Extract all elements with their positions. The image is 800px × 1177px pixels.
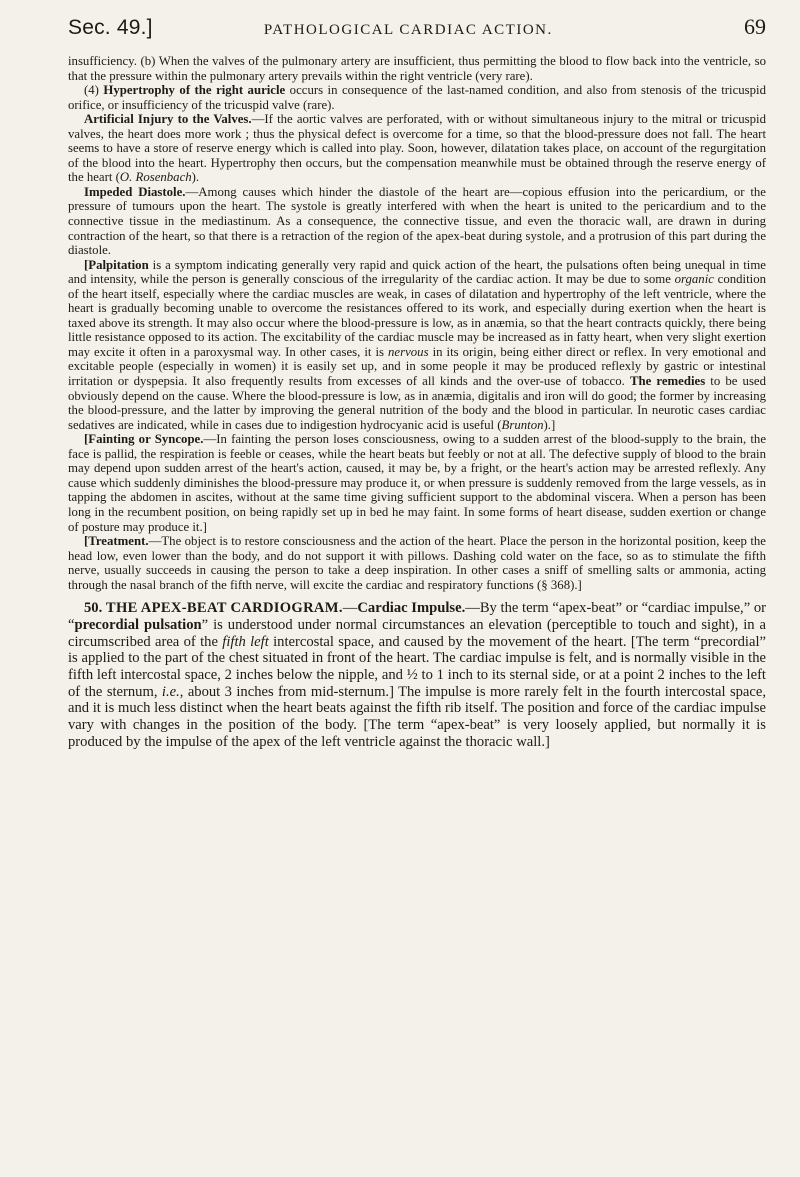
emphasis: fifth left [222,633,269,650]
running-title: PATHOLOGICAL CARDIAC ACTION. [263,22,553,38]
paragraph-treatment [68,534,766,592]
paragraph-heading: Hypertrophy of the right auricle [103,83,286,98]
paragraph-text: —In fainting the person loses consciousness, owing to a sudden arrest of the blood-supply to the brain, the face is pallid, the respiration is feeble or ceases, while the heart beats but feebly or not at all. The defective supply of blood to the brain may depend upon sudden arrest of the heart's action, caused, it may be, by a fright, or the heart's action may be arrested reflexly. Any cause which suddenly diminishes the blood-pressure may produce it, or when pressure is suddenly removed from the large vessels, as in tapping the abdomen in ascites, without at the same time giving sufficient support to the abdominal viscera. When a person has been long in the recumbent position, on being rapidly set up in bed he may faint. In some forms of heart disease, sudden exertion or change of posture may produce it.] [68,432,766,534]
paragraph-text: ).] [543,417,556,432]
paragraph-text: is a symptom indicating generally very rapid and quick action of the heart, the pulsations often being unequal in time and intensity, while the person is generally conscious of the irregularity of the cardiac action. It may be due to some [68,257,766,287]
paragraph-text: ). [191,170,200,185]
citation: Brunton [501,417,544,432]
citation: O. Rosenbach [119,170,192,185]
paragraph-heading: [Treatment. [84,534,149,549]
section-reference: Sec. 49.] [68,16,153,39]
paragraph-fainting [68,432,766,534]
paragraph-text: to be used obviously depend on the cause. Where the blood-pressure is low, as in anæmia, digitalis and iron will do good; the former by increasing the blood-pressure, and the latter by improving the general nutrition of the body and the blood in particular. In neurotic cases cardiac sedatives are indicated, while in cases due to indigestion hydrocyanic acid is useful ( [68,374,766,432]
paragraph-text: intercostal space, and caused by the movement of the heart. [The term “precordial” is applied to the part of the chest situated in front of the heart. The cardiac impulse is felt, and is normally visible in the fifth left intercostal space, 2 inches below the nipple, and ½ to 1 inch to its sternal side, or at a point 2 inches to the left of the sternum, [68,633,766,700]
paragraph-pulmonary-insufficiency [68,54,766,83]
paragraph-text: —The object is to restore consciousness and the action of the heart. Place the person in the horizontal position, keep the head low, even lower than the body, and do not support it with pillows. Dashing cold water on the face, so as to stimulate the fifth nerve, usually succeeds in causing the person to take a deep inspiration. In other cases a sniff of smelling salts or ammonia, acting through the nasal branch of the fifth nerve, will excite the cardiac and respiratory functions (§ 368).] [68,534,766,592]
paragraph-text: condition of the heart itself, especially where the cardiac muscles are weak, in cases of dilatation and hypertrophy of the left ventricle, where the heart is gradually becoming unable to overcome the resistances offered to its work, and especially during exertion when the heart is taxed above its strength. It may also occur where the blood-pressure is low, as in anæmia, so that the heart contracts quickly, there being little resistance opposed to its action. The excitability of the cardiac muscle may be increased as in fatty heart, when very slight exertion may excite it often in a paroxysmal way. In other cases, it is [68,272,766,359]
emphasis: organic [674,272,714,287]
paragraph-text: — [342,600,358,617]
paragraph-heading: [Fainting or Syncope. [84,432,204,447]
section-heading: THE APEX-BEAT CARDIOGRAM. [105,600,343,617]
inline-heading: The remedies [629,374,706,389]
paragraph-text: in its origin, being either direct or reflex. In very emotional and excitable people (especially in women) it is easily set up, and in some people it may be produced reflexly by gastric or intestinal irritation or dyspepsia. It also frequently results from excesses of all kinds and the over-use of tobacco. [68,344,766,389]
paragraph-text: occurs in consequence of the last-named condition, and also from stenosis of the tricuspid orifice, or insufficiency of the tricuspid valve (rare). [68,83,766,112]
paragraph-heading: Impeded Diastole. [84,184,186,199]
paragraph-heading: Cardiac Impulse. [357,600,466,617]
section-50-apex-beat [68,600,766,750]
paragraph-right-auricle [68,83,766,112]
paragraph-text: insufficiency. (b) When the valves of the pulmonary artery are insufficient, thus permitting the blood to flow back into the ventricle, so that the pressure within the pulmonary artery prevails within the right ventricle (very rare). [68,54,766,83]
inline-heading: precordial pulsation [74,616,202,633]
paragraph-heading: Artificial Injury to the Valves. [84,112,252,127]
section-number: 50. [84,600,103,617]
emphasis: i.e. [161,683,180,700]
body-text [68,54,766,751]
emphasis: nervous [388,344,429,359]
page-header [68,14,766,44]
paragraph-text: , about 3 inches from mid-sternum.] The impulse is more rarely felt in the fourth intercostal space, and it is much less distinct when the heart beats against the fifth rib itself. The position and force of the cardiac impulse vary with changes in the position of the body. [The term “apex-beat” is very loosely applied, but normally it is produced by the impulse of the apex of the left ventricle against the thoracic wall.] [68,683,766,750]
paragraph-text: —If the aortic valves are perforated, with or without simultaneous injury to the mitral or tricuspid valves, the heart does more work ; thus the physical defect is overcome for a time, so that the blood-pressure does not fall. The heart seems to have a store of reserve energy which is called into play. Soon, however, dilatation takes place, on account of the regurgitation of the blood into the heart. Hypertrophy then occurs, but the compensation meanwhile must be obtained through the reserve energy of the heart ( [68,112,766,185]
paragraph-palpitation [68,258,766,433]
page-number: 69 [743,14,766,39]
paragraph-text: —Among causes which hinder the diastole of the heart are—copious effusion into the pericardium, or the pressure of tumours upon the heart. The systole is greatly interfered with when the heart is united to the pericardium and to the connective tissue in the mediastinum. As a consequence, the connective tissue, and even the thoracic wall, are drawn in during contraction of the heart, so that there is a retraction of the region of the apex-beat during systole, and a protrusion of this part during the diastole. [68,184,766,258]
paragraph-impeded-diastole [68,185,766,258]
paragraph-text: —By the term “apex-beat” or “cardiac impulse,” or “ [68,600,766,633]
item-number: (4) [84,83,99,98]
paragraph-artificial-injury [68,112,766,185]
paragraph-heading: [Palpitation [84,257,149,272]
paragraph-text: ” is understood under normal circumstances an elevation (perceptible to touch and sight), in a circumscribed area of the [68,616,766,650]
